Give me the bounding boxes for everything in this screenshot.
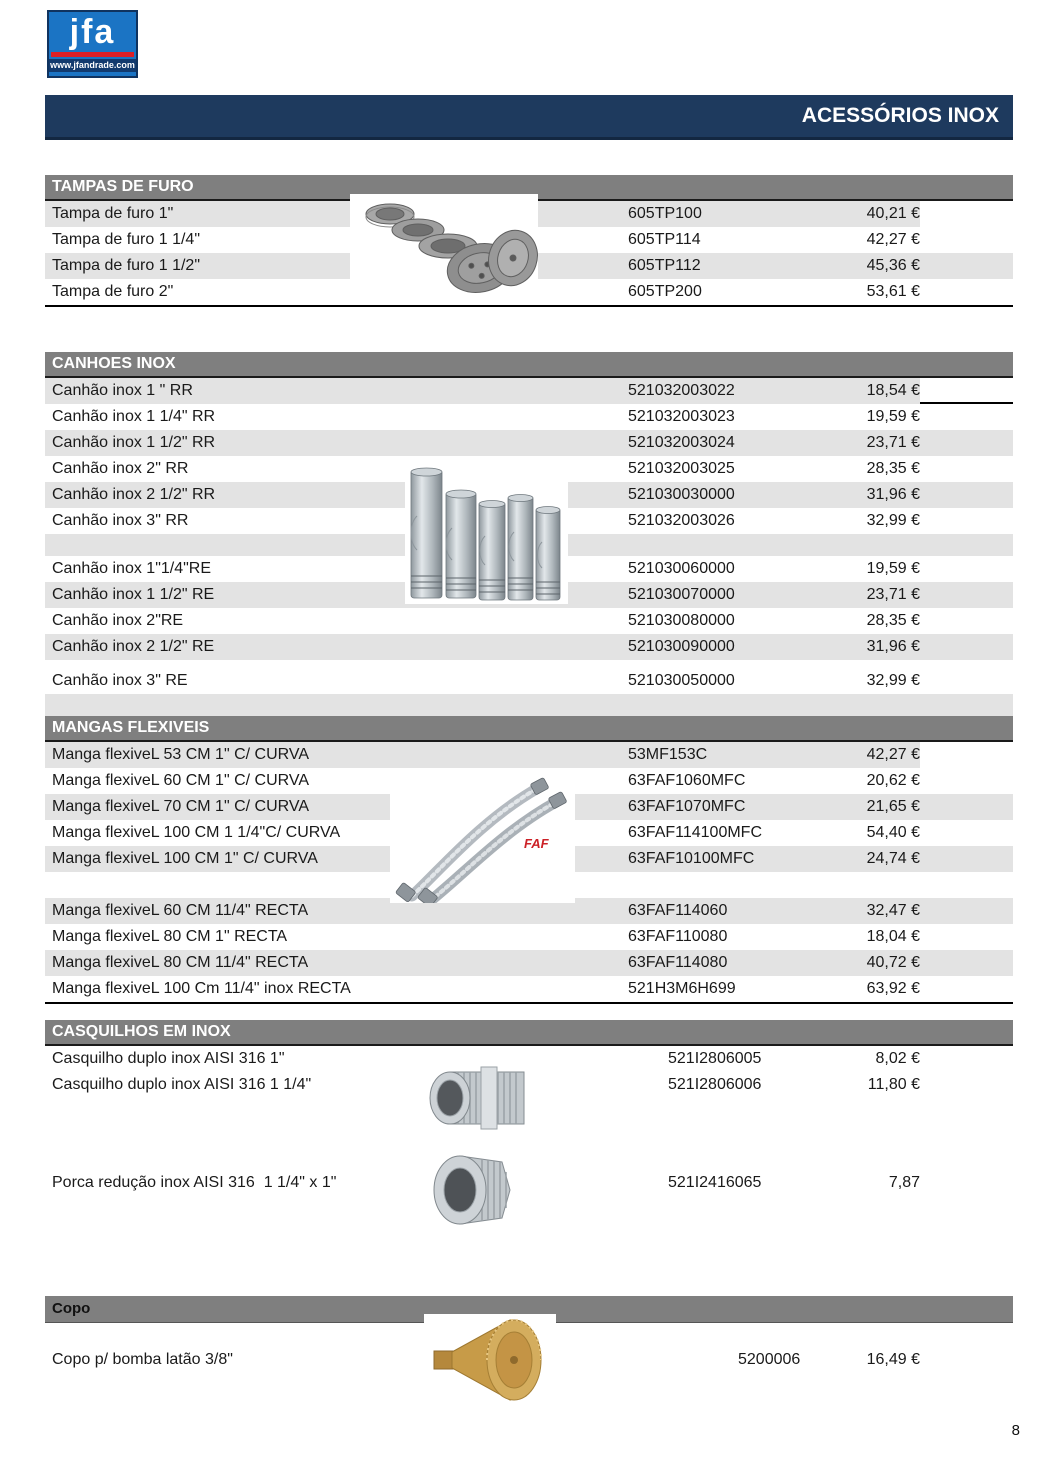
product-code: 605TP200	[628, 283, 702, 300]
product-name: Manga flexiveL 60 CM 1" C/ CURVA	[52, 772, 310, 789]
product-name: Manga flexiveL 70 CM 1" C/ CURVA	[52, 798, 310, 815]
casquilho-duplo-photo	[428, 1052, 534, 1138]
product-price: 16,49 €	[866, 1351, 920, 1368]
product-code: 521032003024	[628, 434, 735, 451]
product-name: Manga flexiveL 60 CM 11/4" RECTA	[52, 902, 309, 919]
row-tail	[920, 950, 1013, 976]
product-code: 63FAF110080	[628, 928, 728, 945]
product-code: 521030050000	[628, 672, 735, 689]
tampas-de-furo-photo	[350, 194, 538, 302]
product-price: 45,36 €	[866, 257, 920, 274]
product-name: Copo p/ bomba latão 3/8"	[52, 1351, 233, 1368]
page-number: 8	[1011, 1422, 1020, 1439]
product-code: 63FAF114060	[628, 902, 728, 919]
row-tail	[920, 820, 1013, 846]
porca-reducao-photo	[430, 1146, 522, 1234]
row-tail	[920, 608, 1013, 634]
product-code: 521030030000	[628, 486, 735, 503]
row-tail	[920, 582, 1013, 608]
row-tail	[920, 227, 1013, 253]
row-tail	[920, 430, 1013, 456]
product-code: 521032003023	[628, 408, 735, 425]
product-price: 42,27 €	[838, 742, 920, 768]
row-tail	[920, 768, 1013, 794]
product-name: Casquilho duplo inox AISI 316 1"	[52, 1050, 285, 1067]
product-code: 63FAF114100MFC	[628, 824, 762, 841]
product-price: 32,47 €	[866, 902, 920, 919]
product-row	[45, 668, 1013, 694]
product-price: 32,99 €	[866, 512, 920, 529]
product-row	[45, 924, 1013, 950]
product-name: Manga flexiveL 80 CM 1" RECTA	[52, 928, 288, 945]
product-name: Porca redução inox AISI 316 1 1/4" x 1"	[52, 1174, 337, 1191]
product-price: 24,74 €	[866, 850, 920, 867]
section-header: MANGAS FLEXIVEIS	[45, 716, 1013, 742]
product-price: 18,54 €	[838, 378, 920, 404]
product-code: 605TP100	[628, 201, 838, 227]
row-tail	[920, 794, 1013, 820]
section-header: Copo	[45, 1296, 1013, 1323]
product-code: 521030060000	[628, 560, 735, 577]
product-code: 521H3M6H699	[628, 980, 736, 997]
product-name: Canhão inox 1 1/2" RE	[52, 586, 215, 603]
product-code: 521I2416065	[668, 1174, 762, 1191]
product-name: Canhão inox 3" RE	[52, 672, 188, 689]
product-code: 521030090000	[628, 638, 735, 655]
product-name: Manga flexiveL 100 Cm 11/4" inox RECTA	[52, 980, 351, 997]
mangas-flexiveis-photo	[390, 772, 575, 903]
spacer-row	[45, 660, 1013, 668]
product-name: Tampa de furo 1"	[45, 201, 628, 227]
row-tail	[920, 404, 1013, 430]
row-tail	[920, 1170, 1013, 1196]
product-name: Canhão inox 2"RE	[52, 612, 184, 629]
row-tail	[920, 482, 1013, 508]
product-code: 63FAF10100MFC	[628, 850, 755, 867]
product-code: 521I2806005	[668, 1050, 762, 1067]
row-tail	[920, 924, 1013, 950]
product-row	[45, 950, 1013, 976]
row-tail	[920, 1347, 1013, 1373]
product-price: 11,80 €	[867, 1076, 920, 1093]
product-name: Tampa de furo 2"	[52, 283, 174, 300]
faf-brand-label: FAF	[524, 836, 549, 851]
product-code: 63FAF1060MFC	[628, 772, 746, 789]
product-name: Canhão inox 2 1/2" RR	[52, 486, 216, 503]
product-code: 605TP114	[628, 231, 701, 248]
product-price: 53,61 €	[866, 283, 920, 300]
row-tail	[920, 742, 1013, 768]
product-price: 28,35 €	[866, 460, 920, 477]
product-price: 20,62 €	[866, 772, 920, 789]
row-tail	[920, 846, 1013, 872]
product-price: 23,71 €	[866, 586, 920, 603]
product-name: Manga flexiveL 100 CM 1" C/ CURVA	[52, 850, 318, 867]
canhoes-inox-photo	[405, 466, 568, 604]
product-row	[45, 976, 1013, 1002]
product-name: Canhão inox 1 " RR	[45, 378, 628, 404]
section-header: CASQUILHOS EM INOX	[45, 1020, 1013, 1046]
product-price: 19,59 €	[866, 560, 920, 577]
product-row	[45, 608, 1013, 634]
page-title-bar	[45, 95, 1013, 140]
product-price: 32,99 €	[866, 672, 920, 689]
product-code: 63FAF114080	[628, 954, 728, 971]
product-row	[45, 742, 1013, 768]
product-price: 21,65 €	[866, 798, 920, 815]
product-name: Canhão inox 1 1/4" RR	[52, 408, 216, 425]
row-tail	[920, 1072, 1013, 1098]
product-row	[45, 430, 1013, 456]
row-tail	[920, 378, 1013, 404]
product-price: 40,72 €	[866, 954, 920, 971]
product-price: 31,96 €	[866, 638, 920, 655]
product-price: 63,92 €	[866, 980, 920, 997]
row-tail	[920, 668, 1013, 694]
product-row	[45, 1170, 1013, 1196]
product-price: 28,35 €	[866, 612, 920, 629]
product-code: 5200006	[738, 1351, 801, 1368]
product-name: Manga flexiveL 80 CM 11/4" RECTA	[52, 954, 309, 971]
product-price: 18,04 €	[866, 928, 920, 945]
row-tail	[920, 508, 1013, 534]
product-name: Canhão inox 2" RR	[52, 460, 189, 477]
row-tail	[920, 279, 1013, 305]
row-tail	[920, 456, 1013, 482]
section-header: TAMPAS DE FURO	[45, 175, 1013, 201]
product-name: Manga flexiveL 100 CM 1 1/4"C/ CURVA	[52, 824, 341, 841]
row-tail	[920, 253, 1013, 279]
product-name: Canhão inox 1"1/4"RE	[52, 560, 212, 577]
product-name: Canhão inox 1 1/2" RR	[52, 434, 216, 451]
product-code: 521032003025	[628, 460, 735, 477]
product-code: 521030070000	[628, 586, 735, 603]
product-name: Manga flexiveL 53 CM 1" C/ CURVA	[45, 742, 628, 768]
product-name: Casquilho duplo inox AISI 316 1 1/4"	[52, 1076, 312, 1093]
row-tail	[920, 976, 1013, 1002]
product-price: 8,02 €	[875, 1050, 920, 1067]
logo-website-text: www.jfandrade.com	[50, 60, 135, 70]
spacer-row	[45, 694, 1013, 716]
product-name: Canhão inox 3" RR	[52, 512, 189, 529]
product-row	[45, 634, 1013, 660]
product-code: 605TP112	[628, 257, 701, 274]
product-code: 521032003026	[628, 512, 735, 529]
row-tail	[920, 634, 1013, 660]
row-tail	[920, 556, 1013, 582]
page-title: ACESSÓRIOS INOX	[801, 104, 999, 127]
copo-bomba-photo	[424, 1314, 556, 1406]
product-price: 40,21 €	[838, 201, 920, 227]
product-code: 521I2806006	[668, 1076, 762, 1093]
product-price: 54,40 €	[866, 824, 920, 841]
section-header: CANHOES INOX	[45, 352, 1013, 378]
company-logo	[47, 10, 138, 78]
product-price: 19,59 €	[866, 408, 920, 425]
logo-brand-text: jfa	[69, 13, 116, 51]
product-price: 23,71 €	[866, 434, 920, 451]
product-name: Tampa de furo 1 1/4"	[52, 231, 200, 248]
product-code: 53MF153C	[628, 742, 838, 768]
product-code: 63FAF1070MFC	[628, 798, 746, 815]
row-tail	[920, 898, 1013, 924]
product-row	[45, 378, 1013, 404]
product-name: Tampa de furo 1 1/2"	[52, 257, 200, 274]
product-code: 521030080000	[628, 612, 735, 629]
product-price: 42,27 €	[866, 231, 920, 248]
row-tail	[920, 1046, 1013, 1072]
product-price: 7,87	[888, 1174, 920, 1191]
product-code: 521032003022	[628, 378, 838, 404]
product-price: 31,96 €	[866, 486, 920, 503]
logo-red-stripe	[51, 52, 134, 57]
product-row	[45, 404, 1013, 430]
product-name: Canhão inox 2 1/2" RE	[52, 638, 215, 655]
row-tail	[920, 201, 1013, 227]
